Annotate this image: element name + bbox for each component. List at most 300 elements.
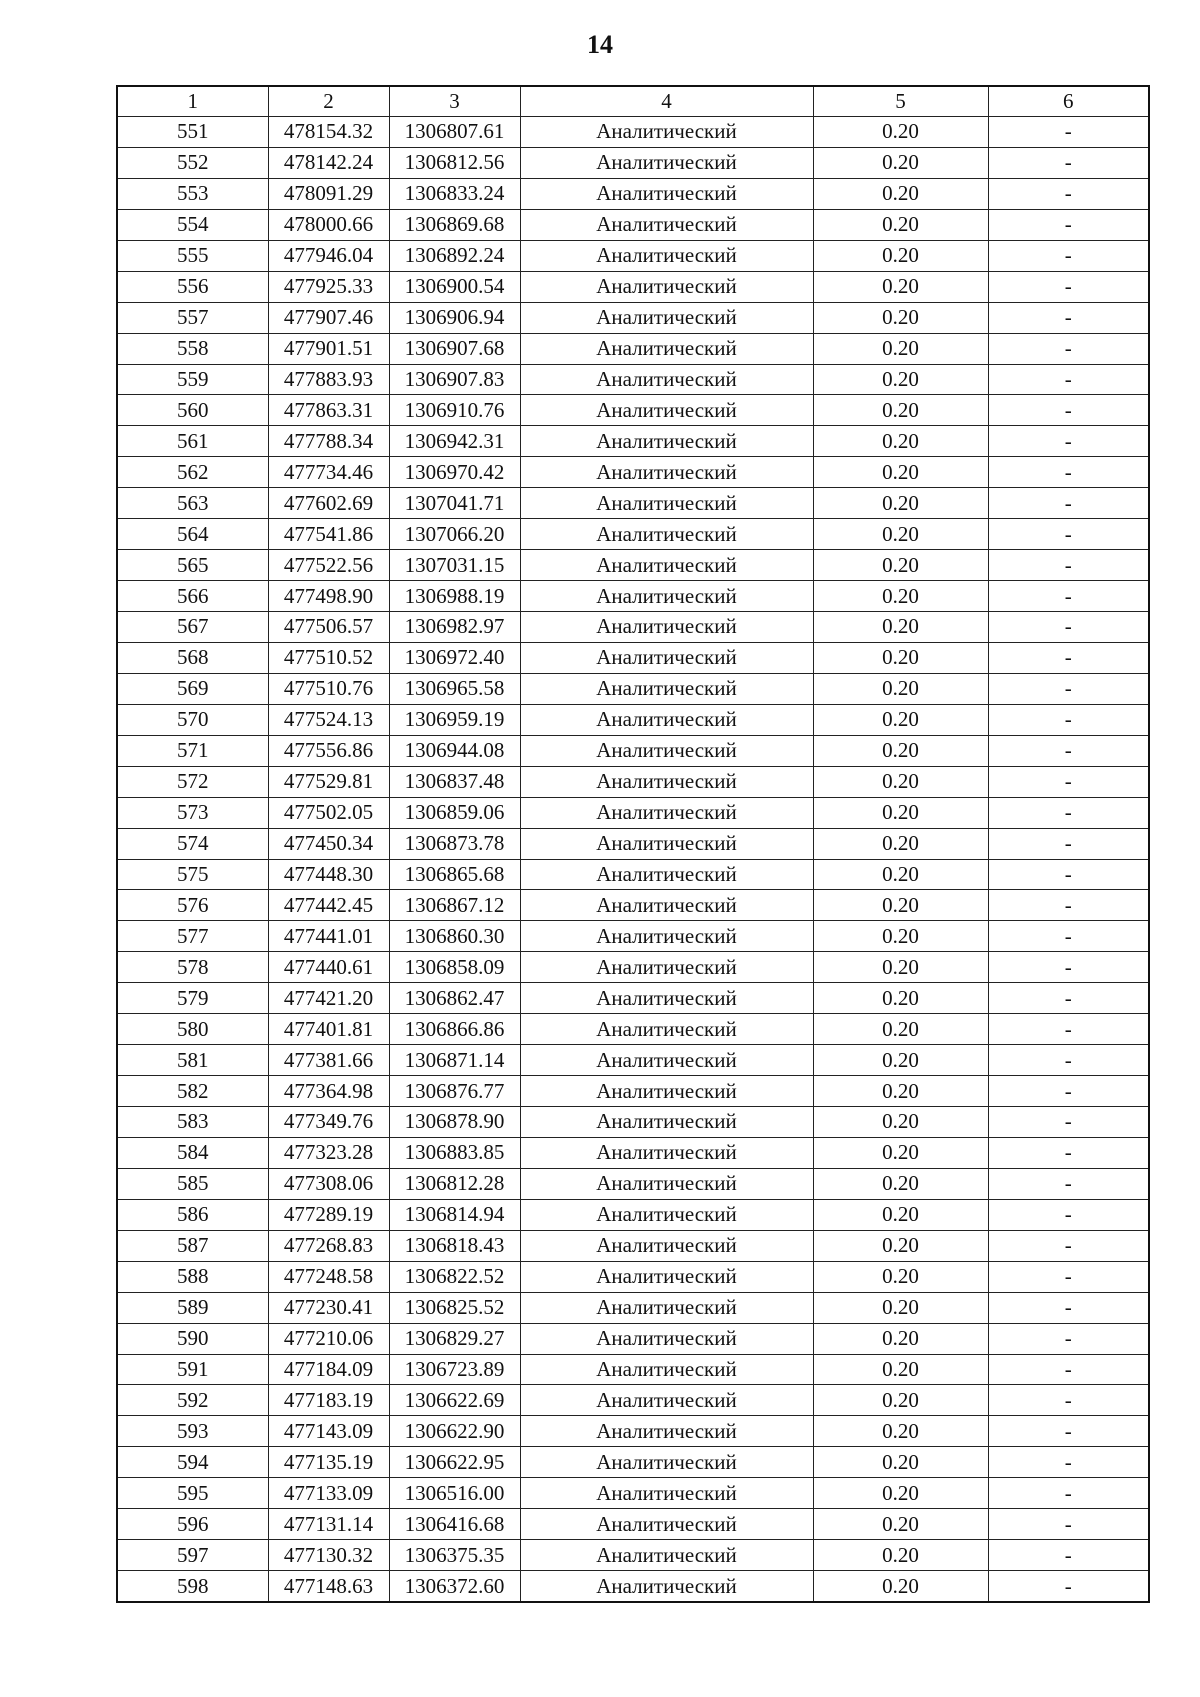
note-cell: -: [988, 1292, 1149, 1323]
y-coordinate-cell: 1306907.68: [389, 333, 520, 364]
table-row: [117, 550, 1149, 581]
method-cell: Аналитический: [520, 457, 813, 488]
note-cell: -: [988, 333, 1149, 364]
table-row: [117, 673, 1149, 704]
table-row: [117, 1137, 1149, 1168]
point-number-cell: 590: [117, 1323, 268, 1354]
x-coordinate-cell: 477381.66: [268, 1045, 389, 1076]
point-number-cell: 556: [117, 271, 268, 302]
point-number-cell: 589: [117, 1292, 268, 1323]
point-number-cell: 559: [117, 364, 268, 395]
note-cell: -: [988, 117, 1149, 148]
point-number-cell: 578: [117, 952, 268, 983]
point-number-cell: 563: [117, 488, 268, 519]
x-coordinate-cell: 477364.98: [268, 1076, 389, 1107]
x-coordinate-cell: 477498.90: [268, 581, 389, 612]
accuracy-cell: 0.20: [813, 333, 988, 364]
method-cell: Аналитический: [520, 581, 813, 612]
y-coordinate-cell: 1306878.90: [389, 1107, 520, 1138]
accuracy-cell: 0.20: [813, 117, 988, 148]
x-coordinate-cell: 478154.32: [268, 117, 389, 148]
table-row: [117, 488, 1149, 519]
x-coordinate-cell: 477289.19: [268, 1199, 389, 1230]
method-cell: Аналитический: [520, 1292, 813, 1323]
point-number-cell: 567: [117, 612, 268, 643]
note-cell: -: [988, 704, 1149, 735]
note-cell: -: [988, 1168, 1149, 1199]
x-coordinate-cell: 477130.32: [268, 1540, 389, 1571]
column-header: 3: [389, 86, 520, 117]
y-coordinate-cell: 1306807.61: [389, 117, 520, 148]
table-row: [117, 983, 1149, 1014]
note-cell: -: [988, 612, 1149, 643]
column-header: 1: [117, 86, 268, 117]
accuracy-cell: 0.20: [813, 1137, 988, 1168]
column-header: 2: [268, 86, 389, 117]
point-number-cell: 574: [117, 828, 268, 859]
accuracy-cell: 0.20: [813, 457, 988, 488]
point-number-cell: 595: [117, 1478, 268, 1509]
accuracy-cell: 0.20: [813, 1478, 988, 1509]
table-row: [117, 395, 1149, 426]
y-coordinate-cell: 1307041.71: [389, 488, 520, 519]
method-cell: Аналитический: [520, 921, 813, 952]
y-coordinate-cell: 1306622.95: [389, 1447, 520, 1478]
point-number-cell: 557: [117, 302, 268, 333]
note-cell: -: [988, 921, 1149, 952]
x-coordinate-cell: 477524.13: [268, 704, 389, 735]
y-coordinate-cell: 1306416.68: [389, 1509, 520, 1540]
method-cell: Аналитический: [520, 1230, 813, 1261]
accuracy-cell: 0.20: [813, 983, 988, 1014]
table-row: [117, 1230, 1149, 1261]
note-cell: -: [988, 302, 1149, 333]
note-cell: -: [988, 1385, 1149, 1416]
point-number-cell: 553: [117, 178, 268, 209]
accuracy-cell: 0.20: [813, 642, 988, 673]
x-coordinate-cell: 477440.61: [268, 952, 389, 983]
note-cell: -: [988, 1540, 1149, 1571]
note-cell: -: [988, 1076, 1149, 1107]
y-coordinate-cell: 1306829.27: [389, 1323, 520, 1354]
note-cell: -: [988, 1014, 1149, 1045]
method-cell: Аналитический: [520, 642, 813, 673]
accuracy-cell: 0.20: [813, 1014, 988, 1045]
accuracy-cell: 0.20: [813, 673, 988, 704]
accuracy-cell: 0.20: [813, 1540, 988, 1571]
point-number-cell: 577: [117, 921, 268, 952]
y-coordinate-cell: 1306873.78: [389, 828, 520, 859]
accuracy-cell: 0.20: [813, 952, 988, 983]
note-cell: -: [988, 859, 1149, 890]
method-cell: Аналитический: [520, 1261, 813, 1292]
y-coordinate-cell: 1306812.28: [389, 1168, 520, 1199]
y-coordinate-cell: 1306965.58: [389, 673, 520, 704]
point-number-cell: 554: [117, 209, 268, 240]
point-number-cell: 586: [117, 1199, 268, 1230]
method-cell: Аналитический: [520, 117, 813, 148]
y-coordinate-cell: 1306862.47: [389, 983, 520, 1014]
accuracy-cell: 0.20: [813, 735, 988, 766]
y-coordinate-cell: 1306833.24: [389, 178, 520, 209]
accuracy-cell: 0.20: [813, 612, 988, 643]
table-header-row: [117, 86, 1149, 117]
y-coordinate-cell: 1306822.52: [389, 1261, 520, 1292]
point-number-cell: 581: [117, 1045, 268, 1076]
x-coordinate-cell: 477131.14: [268, 1509, 389, 1540]
accuracy-cell: 0.20: [813, 178, 988, 209]
table-row: [117, 240, 1149, 271]
y-coordinate-cell: 1306910.76: [389, 395, 520, 426]
note-cell: -: [988, 1107, 1149, 1138]
method-cell: Аналитический: [520, 240, 813, 271]
accuracy-cell: 0.20: [813, 1416, 988, 1447]
method-cell: Аналитический: [520, 766, 813, 797]
point-number-cell: 593: [117, 1416, 268, 1447]
method-cell: Аналитический: [520, 859, 813, 890]
accuracy-cell: 0.20: [813, 1168, 988, 1199]
method-cell: Аналитический: [520, 333, 813, 364]
page-number: 14: [587, 30, 613, 59]
point-number-cell: 560: [117, 395, 268, 426]
point-number-cell: 573: [117, 797, 268, 828]
note-cell: -: [988, 1416, 1149, 1447]
x-coordinate-cell: 477448.30: [268, 859, 389, 890]
table-row: [117, 921, 1149, 952]
method-cell: Аналитический: [520, 1014, 813, 1045]
accuracy-cell: 0.20: [813, 1292, 988, 1323]
y-coordinate-cell: 1306869.68: [389, 209, 520, 240]
x-coordinate-cell: 477143.09: [268, 1416, 389, 1447]
y-coordinate-cell: 1306867.12: [389, 890, 520, 921]
table-row: [117, 642, 1149, 673]
x-coordinate-cell: 477210.06: [268, 1323, 389, 1354]
x-coordinate-cell: 477541.86: [268, 519, 389, 550]
method-cell: Аналитический: [520, 673, 813, 704]
x-coordinate-cell: 477529.81: [268, 766, 389, 797]
note-cell: -: [988, 271, 1149, 302]
note-cell: -: [988, 426, 1149, 457]
point-number-cell: 570: [117, 704, 268, 735]
y-coordinate-cell: 1306858.09: [389, 952, 520, 983]
accuracy-cell: 0.20: [813, 1447, 988, 1478]
method-cell: Аналитический: [520, 1354, 813, 1385]
y-coordinate-cell: 1306375.35: [389, 1540, 520, 1571]
coordinates-table: [116, 85, 1150, 1603]
x-coordinate-cell: 477602.69: [268, 488, 389, 519]
y-coordinate-cell: 1306814.94: [389, 1199, 520, 1230]
note-cell: -: [988, 209, 1149, 240]
method-cell: Аналитический: [520, 1168, 813, 1199]
accuracy-cell: 0.20: [813, 364, 988, 395]
y-coordinate-cell: 1306622.69: [389, 1385, 520, 1416]
accuracy-cell: 0.20: [813, 704, 988, 735]
point-number-cell: 594: [117, 1447, 268, 1478]
table-row: [117, 704, 1149, 735]
method-cell: Аналитический: [520, 1385, 813, 1416]
y-coordinate-cell: 1306988.19: [389, 581, 520, 612]
point-number-cell: 551: [117, 117, 268, 148]
column-header: 6: [988, 86, 1149, 117]
table-row: [117, 333, 1149, 364]
note-cell: -: [988, 642, 1149, 673]
y-coordinate-cell: 1306865.68: [389, 859, 520, 890]
method-cell: Аналитический: [520, 1540, 813, 1571]
point-number-cell: 592: [117, 1385, 268, 1416]
accuracy-cell: 0.20: [813, 1230, 988, 1261]
note-cell: -: [988, 364, 1149, 395]
note-cell: -: [988, 1045, 1149, 1076]
point-number-cell: 597: [117, 1540, 268, 1571]
x-coordinate-cell: 477907.46: [268, 302, 389, 333]
y-coordinate-cell: 1306907.83: [389, 364, 520, 395]
point-number-cell: 579: [117, 983, 268, 1014]
y-coordinate-cell: 1307066.20: [389, 519, 520, 550]
accuracy-cell: 0.20: [813, 240, 988, 271]
method-cell: Аналитический: [520, 952, 813, 983]
y-coordinate-cell: 1306970.42: [389, 457, 520, 488]
method-cell: Аналитический: [520, 1509, 813, 1540]
y-coordinate-cell: 1306812.56: [389, 147, 520, 178]
table-row: [117, 147, 1149, 178]
note-cell: -: [988, 550, 1149, 581]
method-cell: Аналитический: [520, 550, 813, 581]
note-cell: -: [988, 178, 1149, 209]
x-coordinate-cell: 477442.45: [268, 890, 389, 921]
table-row: [117, 271, 1149, 302]
method-cell: Аналитический: [520, 1571, 813, 1602]
x-coordinate-cell: 477135.19: [268, 1447, 389, 1478]
method-cell: Аналитический: [520, 983, 813, 1014]
method-cell: Аналитический: [520, 890, 813, 921]
method-cell: Аналитический: [520, 519, 813, 550]
accuracy-cell: 0.20: [813, 1076, 988, 1107]
table-row: [117, 612, 1149, 643]
point-number-cell: 561: [117, 426, 268, 457]
x-coordinate-cell: 477133.09: [268, 1478, 389, 1509]
x-coordinate-cell: 477401.81: [268, 1014, 389, 1045]
x-coordinate-cell: 477734.46: [268, 457, 389, 488]
accuracy-cell: 0.20: [813, 1045, 988, 1076]
y-coordinate-cell: 1306860.30: [389, 921, 520, 952]
table-row: [117, 1014, 1149, 1045]
method-cell: Аналитический: [520, 178, 813, 209]
note-cell: -: [988, 395, 1149, 426]
table-row: [117, 1076, 1149, 1107]
y-coordinate-cell: 1306837.48: [389, 766, 520, 797]
x-coordinate-cell: 477184.09: [268, 1354, 389, 1385]
table-row: [117, 1478, 1149, 1509]
note-cell: -: [988, 1230, 1149, 1261]
accuracy-cell: 0.20: [813, 395, 988, 426]
x-coordinate-cell: 477925.33: [268, 271, 389, 302]
accuracy-cell: 0.20: [813, 1354, 988, 1385]
note-cell: -: [988, 1261, 1149, 1292]
note-cell: -: [988, 1354, 1149, 1385]
table-row: [117, 1571, 1149, 1602]
method-cell: Аналитический: [520, 1478, 813, 1509]
accuracy-cell: 0.20: [813, 550, 988, 581]
point-number-cell: 596: [117, 1509, 268, 1540]
table-row: [117, 1509, 1149, 1540]
x-coordinate-cell: 477522.56: [268, 550, 389, 581]
x-coordinate-cell: 477183.19: [268, 1385, 389, 1416]
note-cell: -: [988, 240, 1149, 271]
x-coordinate-cell: 477441.01: [268, 921, 389, 952]
table-row: [117, 178, 1149, 209]
method-cell: Аналитический: [520, 209, 813, 240]
note-cell: -: [988, 1478, 1149, 1509]
method-cell: Аналитический: [520, 1107, 813, 1138]
accuracy-cell: 0.20: [813, 209, 988, 240]
x-coordinate-cell: 477248.58: [268, 1261, 389, 1292]
method-cell: Аналитический: [520, 1076, 813, 1107]
table-row: [117, 735, 1149, 766]
note-cell: -: [988, 1199, 1149, 1230]
accuracy-cell: 0.20: [813, 890, 988, 921]
note-cell: -: [988, 1323, 1149, 1354]
point-number-cell: 584: [117, 1137, 268, 1168]
table-row: [117, 117, 1149, 148]
x-coordinate-cell: 477506.57: [268, 612, 389, 643]
y-coordinate-cell: 1306372.60: [389, 1571, 520, 1602]
note-cell: -: [988, 828, 1149, 859]
y-coordinate-cell: 1306859.06: [389, 797, 520, 828]
x-coordinate-cell: 477349.76: [268, 1107, 389, 1138]
x-coordinate-cell: 477421.20: [268, 983, 389, 1014]
method-cell: Аналитический: [520, 1137, 813, 1168]
note-cell: -: [988, 457, 1149, 488]
x-coordinate-cell: 477946.04: [268, 240, 389, 271]
table-body: [117, 117, 1149, 1603]
accuracy-cell: 0.20: [813, 1107, 988, 1138]
accuracy-cell: 0.20: [813, 581, 988, 612]
point-number-cell: 583: [117, 1107, 268, 1138]
note-cell: -: [988, 766, 1149, 797]
point-number-cell: 555: [117, 240, 268, 271]
point-number-cell: 552: [117, 147, 268, 178]
point-number-cell: 580: [117, 1014, 268, 1045]
accuracy-cell: 0.20: [813, 766, 988, 797]
point-number-cell: 568: [117, 642, 268, 673]
y-coordinate-cell: 1306723.89: [389, 1354, 520, 1385]
note-cell: -: [988, 673, 1149, 704]
table-row: [117, 519, 1149, 550]
x-coordinate-cell: 477268.83: [268, 1230, 389, 1261]
x-coordinate-cell: 477510.52: [268, 642, 389, 673]
method-cell: Аналитический: [520, 797, 813, 828]
note-cell: -: [988, 1571, 1149, 1602]
table-row: [117, 457, 1149, 488]
x-coordinate-cell: 477148.63: [268, 1571, 389, 1602]
table-row: [117, 581, 1149, 612]
x-coordinate-cell: 477788.34: [268, 426, 389, 457]
note-cell: -: [988, 735, 1149, 766]
point-number-cell: 566: [117, 581, 268, 612]
note-cell: -: [988, 890, 1149, 921]
table-row: [117, 1168, 1149, 1199]
table-row: [117, 859, 1149, 890]
x-coordinate-cell: 477883.93: [268, 364, 389, 395]
table-row: [117, 1292, 1149, 1323]
point-number-cell: 558: [117, 333, 268, 364]
table-row: [117, 1416, 1149, 1447]
table-row: [117, 1385, 1149, 1416]
point-number-cell: 585: [117, 1168, 268, 1199]
y-coordinate-cell: 1306866.86: [389, 1014, 520, 1045]
method-cell: Аналитический: [520, 1447, 813, 1478]
note-cell: -: [988, 147, 1149, 178]
point-number-cell: 576: [117, 890, 268, 921]
method-cell: Аналитический: [520, 1199, 813, 1230]
y-coordinate-cell: 1306818.43: [389, 1230, 520, 1261]
method-cell: Аналитический: [520, 395, 813, 426]
note-cell: -: [988, 581, 1149, 612]
table-row: [117, 426, 1149, 457]
accuracy-cell: 0.20: [813, 1199, 988, 1230]
x-coordinate-cell: 477323.28: [268, 1137, 389, 1168]
y-coordinate-cell: 1306959.19: [389, 704, 520, 735]
note-cell: -: [988, 1509, 1149, 1540]
point-number-cell: 564: [117, 519, 268, 550]
method-cell: Аналитический: [520, 828, 813, 859]
accuracy-cell: 0.20: [813, 519, 988, 550]
y-coordinate-cell: 1306871.14: [389, 1045, 520, 1076]
note-cell: -: [988, 952, 1149, 983]
accuracy-cell: 0.20: [813, 1323, 988, 1354]
method-cell: Аналитический: [520, 271, 813, 302]
y-coordinate-cell: 1306883.85: [389, 1137, 520, 1168]
x-coordinate-cell: 478000.66: [268, 209, 389, 240]
method-cell: Аналитический: [520, 1323, 813, 1354]
method-cell: Аналитический: [520, 147, 813, 178]
table-row: [117, 1107, 1149, 1138]
y-coordinate-cell: 1306982.97: [389, 612, 520, 643]
accuracy-cell: 0.20: [813, 1571, 988, 1602]
method-cell: Аналитический: [520, 735, 813, 766]
table-row: [117, 1199, 1149, 1230]
y-coordinate-cell: 1306900.54: [389, 271, 520, 302]
y-coordinate-cell: 1306972.40: [389, 642, 520, 673]
method-cell: Аналитический: [520, 704, 813, 735]
point-number-cell: 587: [117, 1230, 268, 1261]
y-coordinate-cell: 1307031.15: [389, 550, 520, 581]
note-cell: -: [988, 797, 1149, 828]
point-number-cell: 571: [117, 735, 268, 766]
accuracy-cell: 0.20: [813, 921, 988, 952]
table-row: [117, 1261, 1149, 1292]
note-cell: -: [988, 983, 1149, 1014]
table-row: [117, 797, 1149, 828]
method-cell: Аналитический: [520, 1416, 813, 1447]
note-cell: -: [988, 519, 1149, 550]
point-number-cell: 588: [117, 1261, 268, 1292]
x-coordinate-cell: 477901.51: [268, 333, 389, 364]
x-coordinate-cell: 477510.76: [268, 673, 389, 704]
method-cell: Аналитический: [520, 1045, 813, 1076]
accuracy-cell: 0.20: [813, 302, 988, 333]
table-row: [117, 1323, 1149, 1354]
table-row: [117, 1354, 1149, 1385]
point-number-cell: 569: [117, 673, 268, 704]
x-coordinate-cell: 477502.05: [268, 797, 389, 828]
accuracy-cell: 0.20: [813, 1261, 988, 1292]
accuracy-cell: 0.20: [813, 271, 988, 302]
method-cell: Аналитический: [520, 612, 813, 643]
point-number-cell: 572: [117, 766, 268, 797]
point-number-cell: 565: [117, 550, 268, 581]
accuracy-cell: 0.20: [813, 828, 988, 859]
